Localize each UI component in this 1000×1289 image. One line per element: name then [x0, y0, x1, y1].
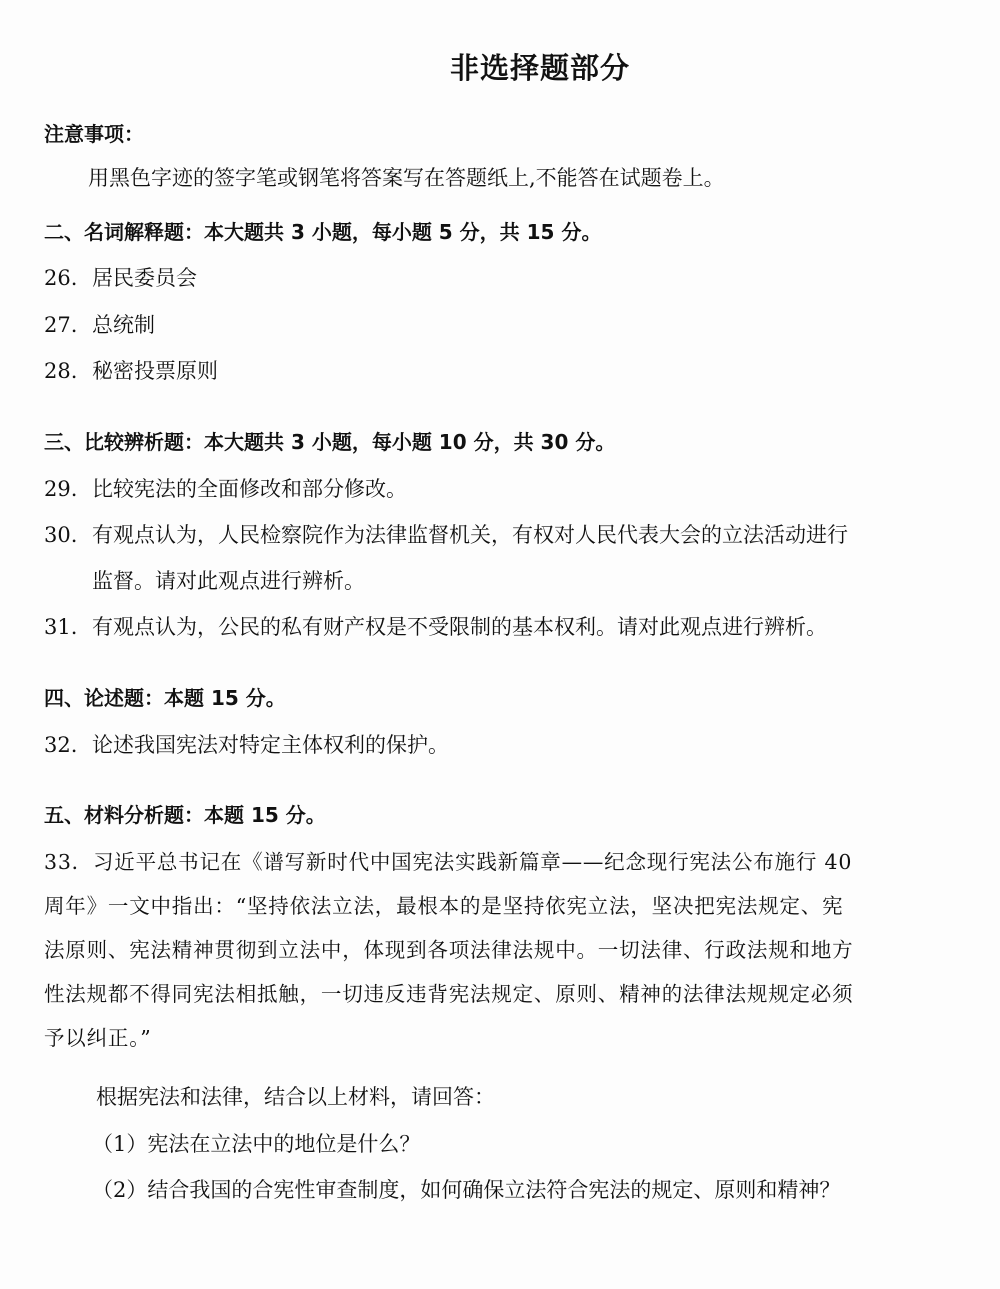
question-28 [44, 357, 218, 385]
material-line: 予以纠正。” [44, 1026, 152, 1050]
question-27 [44, 311, 155, 339]
material-line: 周年》一文中指出：“坚持依法立法，最根本的是坚持依宪立法，坚决把宪法规定、宪 [44, 894, 844, 918]
material-passage [44, 840, 956, 1060]
subquestion-number: （1） [92, 1132, 148, 1156]
subquestion-number: （2） [92, 1178, 148, 1202]
section-3-heading: 三、比较辨析题：本大题共 3 小题，每小题 10 分，共 30 分。 [44, 430, 616, 454]
material-line: 33．习近平总书记在《谱写新时代中国宪法实践新篇章——纪念现行宪法公布施行 40 [44, 850, 853, 874]
question-29 [44, 475, 407, 503]
subquestion-2 [92, 1176, 840, 1204]
subquestion-text: 宪法在立法中的地位是什么？ [147, 1132, 421, 1156]
question-26 [44, 264, 197, 292]
question-30-continuation: 监督。请对此观点进行辨析。 [92, 569, 365, 593]
question-text: 比较宪法的全面修改和部分修改。 [92, 477, 407, 501]
question-number: 30. [44, 523, 78, 547]
page-title: 非选择题部分 [449, 51, 630, 85]
question-number: 32. [44, 733, 78, 757]
notice-heading: 注意事项： [44, 122, 144, 146]
question-31 [44, 613, 827, 641]
question-text: 论述我国宪法对特定主体权利的保护。 [92, 733, 449, 757]
question-32 [44, 731, 449, 759]
question-text: 秘密投票原则 [92, 359, 218, 383]
question-number: 26. [44, 266, 78, 290]
material-line: 性法规都不得同宪法相抵触，一切违反违背宪法规定、原则、精神的法律法规规定必须 [44, 982, 854, 1006]
section-2-heading: 二、名词解释题：本大题共 3 小题，每小题 5 分，共 15 分。 [44, 220, 602, 244]
question-text: 有观点认为，公民的私有财产权是不受限制的基本权利。请对此观点进行辨析。 [92, 615, 827, 639]
subquestion-1 [92, 1130, 420, 1158]
section-5-heading: 五、材料分析题：本题 15 分。 [44, 803, 326, 827]
material-prompt: 根据宪法和法律，结合以上材料，请回答： [96, 1085, 495, 1109]
question-number: 31. [44, 615, 78, 639]
question-text: 总统制 [92, 313, 155, 337]
question-number: 27. [44, 313, 78, 337]
question-30 [44, 521, 848, 549]
question-number: 29. [44, 477, 78, 501]
section-4-heading: 四、论述题：本题 15 分。 [44, 686, 286, 710]
material-line: 法原则、宪法精神贯彻到立法中，体现到各项法律法规中。一切法律、行政法规和地方 [44, 938, 854, 962]
notice-text: 用黑色字迹的签字笔或钢笔将答案写在答题纸上,不能答在试题卷上。 [88, 166, 725, 190]
subquestion-text: 结合我国的合宪性审查制度，如何确保立法符合宪法的规定、原则和精神？ [147, 1178, 841, 1202]
question-text: 有观点认为，人民检察院作为法律监督机关，有权对人民代表大会的立法活动进行 [92, 523, 848, 547]
question-text: 居民委员会 [92, 266, 197, 290]
question-number: 28. [44, 359, 78, 383]
